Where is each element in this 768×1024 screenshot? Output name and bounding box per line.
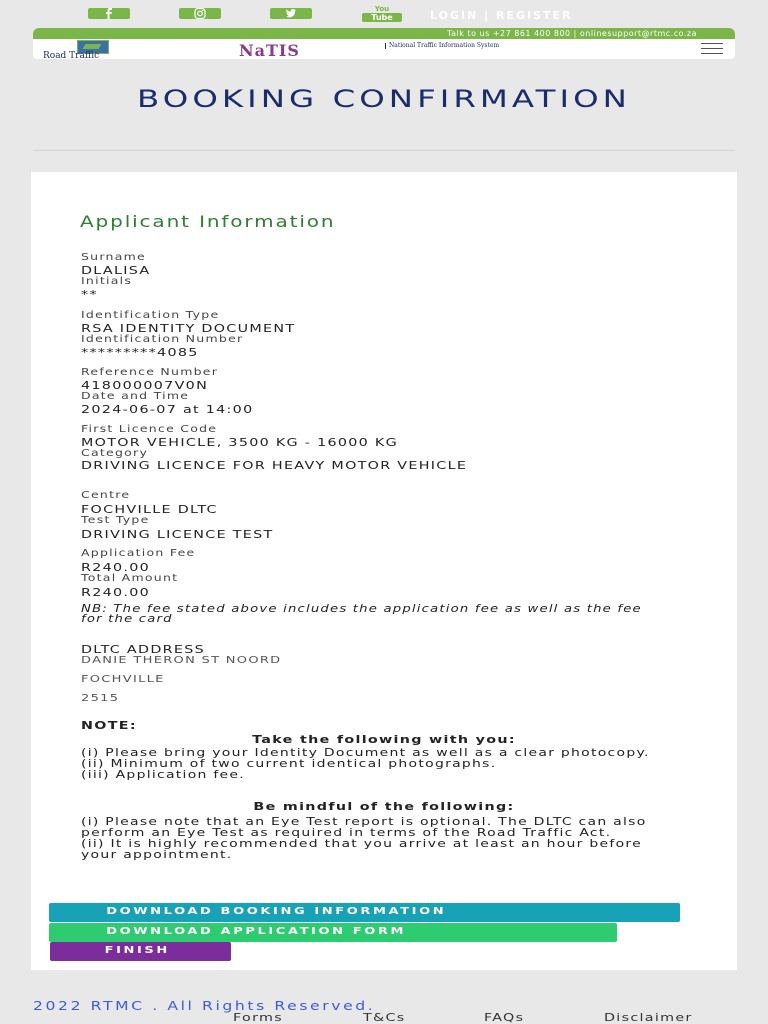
confirmation-card [31,172,737,970]
page-title: BOOKING CONFIRMATION [137,85,631,113]
date-time-value: 2024-06-07 at 14:00 [81,403,254,416]
contact-text: Talk to us +27 861 400 800 | onlinesupport@rtmc.co.za [447,29,697,38]
take-with-you-list [81,747,678,780]
copyright: 2022 RTMC . All Rights Reserved. [33,999,376,1013]
auth-links [430,9,573,22]
section-title: Applicant Information [80,212,336,231]
centre-label: Centre [81,490,131,501]
note-heading: NOTE: [81,719,137,732]
id-number-value: *********4085 [81,346,199,359]
finish-label: FINISH [104,945,170,956]
site-header [33,39,735,59]
auth-separator: | [484,9,491,22]
footer-link-faqs[interactable]: FAQs [484,1011,525,1024]
finish-button[interactable] [50,942,231,961]
dltc-address-town: FOCHVILLE [81,674,165,685]
id-number-label: Identification Number [81,334,244,345]
category-value: DRIVING LICENCE FOR HEAVY MOTOR VEHICLE [81,459,468,472]
footer-link-tcs[interactable]: T&Cs [363,1011,406,1024]
mindful-item: (i) Please note that an Eye Test report is optional. The DLTC can also perform an Eye Test as required in terms of the Road Traffic Act. [81,815,647,839]
download-booking-button[interactable] [49,903,680,922]
take-item: (ii) Minimum of two current identical photographs. [81,757,497,770]
date-time-label: Date and Time [81,391,190,402]
initials-value: ** [81,288,98,301]
surname-label: Surname [81,252,146,263]
licence-code-label: First Licence Code [81,424,218,435]
test-type-label: Test Type [81,515,150,526]
dltc-address-street: DANIE THERON ST NOORD [81,655,282,666]
category-label: Category [81,448,149,459]
licence-code-value: MOTOR VEHICLE, 3500 KG - 16000 KG [81,436,398,449]
dltc-address-label: DLTC ADDRESS [81,643,205,656]
footer-link-forms[interactable]: Forms [233,1011,283,1024]
download-booking-label: DOWNLOAD BOOKING INFORMATION [106,906,447,917]
login-link[interactable]: LOGIN [430,9,479,22]
fee-note: NB: The fee stated above includes the application fee as well as the fee for the card [81,602,642,625]
road-traffic-logo[interactable] [43,39,165,59]
mindful-item: (ii) It is highly recommended that you arrive at least an hour before your appointment. [81,837,643,861]
facebook-icon[interactable] [88,8,130,19]
youtube-logo-top: You [374,5,390,13]
instagram-icon[interactable] [179,8,221,19]
total-amount-value: R240.00 [81,586,151,599]
contact-strip [33,28,735,39]
reference-number-label: Reference Number [81,367,219,378]
hamburger-menu-icon[interactable] [701,43,723,55]
application-fee-value: R240.00 [81,561,151,574]
download-application-label: DOWNLOAD APPLICATION FORM [106,926,407,937]
take-item: (iii) Application fee. [81,768,245,781]
test-type-value: DRIVING LICENCE TEST [81,528,274,541]
be-mindful-list [81,816,678,860]
surname-value: DLALISA [81,264,151,277]
road-traffic-logo-text: Road Traffic [43,51,100,61]
take-item: (i) Please bring your Identity Document as well as a clear photocopy. [81,746,650,759]
footer-links [0,1011,768,1024]
twitter-icon[interactable] [270,8,312,19]
application-fee-label: Application Fee [81,548,196,559]
download-application-button[interactable] [49,923,617,942]
centre-value: FOCHVILLE DLTC [81,503,218,516]
dltc-address-postal-code: 2515 [81,693,120,704]
initials-label: Initials [81,276,133,287]
id-type-label: Identification Type [81,310,220,321]
total-amount-label: Total Amount [81,573,179,584]
natis-subtitle: National Traffic Information System [385,43,539,49]
youtube-logo-box: Tube [362,13,402,22]
footer-link-disclaimer[interactable]: Disclaimer [604,1011,693,1024]
title-divider [33,150,735,151]
reference-number-value: 418000007V0N [81,379,209,392]
youtube-icon[interactable] [362,5,402,21]
social-bar [0,0,768,30]
be-mindful-heading: Be mindful of the following: [253,800,515,813]
register-link[interactable]: REGISTER [496,9,573,22]
natis-logo-text: NaTIS [239,41,300,60]
id-type-value: RSA IDENTITY DOCUMENT [81,322,296,335]
take-with-you-heading: Take the following with you: [252,733,516,746]
